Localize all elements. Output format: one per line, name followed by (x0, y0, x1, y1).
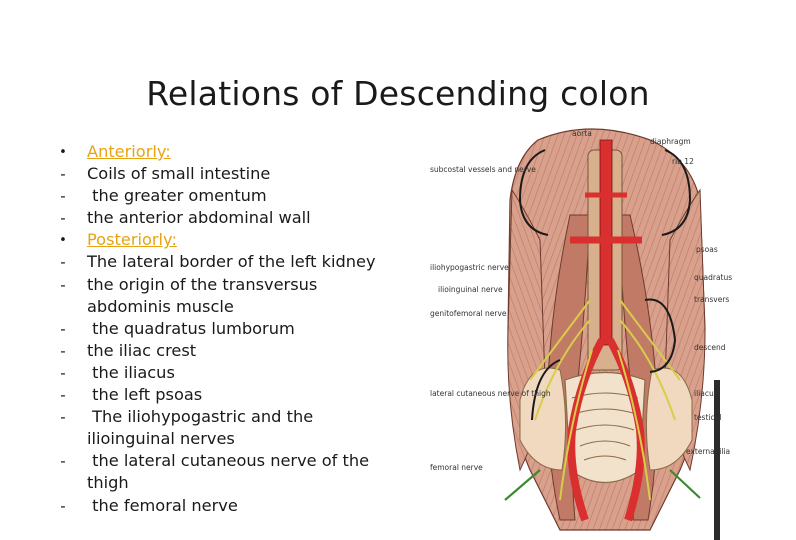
bullet-dash-icon: - (60, 496, 66, 515)
list-item-text: Coils of small intestine (87, 164, 271, 184)
bullet-dash-icon: - (60, 319, 66, 338)
list-item (56, 495, 401, 517)
right-edge-strip (714, 380, 720, 540)
bullet-dash-icon: - (60, 363, 66, 382)
posterior-abdominal-wall-figure (416, 120, 733, 540)
label-femoral: femoral nerve (430, 463, 483, 472)
bullet-dash-icon: - (60, 408, 66, 427)
list-item-text: the lateral cutaneous nerve of the thigh (87, 451, 375, 493)
list-item (56, 384, 401, 406)
list-item-text: the left psoas (87, 385, 203, 405)
list-item (56, 362, 401, 384)
label-diaphragm: diaphragm (650, 137, 691, 146)
list-item-text: the iliac crest (87, 340, 197, 360)
list-item (56, 318, 401, 340)
list-item-text: the origin of the transversus abdominis muscle (87, 274, 323, 316)
bullet-dash-icon: - (60, 165, 66, 184)
label-transversus: transvers (694, 295, 730, 304)
list-item-text: Posteriorly: (87, 230, 177, 250)
relations-list (56, 141, 401, 517)
list-item-text: Anteriorly: (87, 142, 171, 161)
list-item (56, 406, 401, 450)
bullet-dash-icon: - (60, 275, 66, 294)
list-item-text: the femoral nerve (87, 495, 238, 515)
slide-title (0, 74, 796, 113)
label-lateral-cutaneous: lateral cutaneous nerve of thigh (430, 389, 551, 398)
bullet-dash-icon: - (60, 209, 66, 228)
label-psoas: psoas (696, 245, 718, 254)
list-heading (56, 229, 401, 251)
list-item (56, 207, 401, 229)
label-descending: descend (694, 343, 726, 352)
bullet-dot-icon: • (59, 233, 67, 249)
bullet-dot-icon: • (59, 145, 67, 160)
bullet-dash-icon: - (60, 341, 66, 360)
label-iliacus: iliacus (694, 389, 718, 398)
label-aorta: aorta (572, 129, 592, 138)
list-item-text: The lateral border of the left kidney (87, 252, 376, 272)
bullet-dash-icon: - (60, 386, 66, 405)
bullet-dash-icon: - (60, 452, 66, 471)
label-external-iliac: external ilia (686, 447, 731, 456)
list-item (56, 185, 401, 207)
label-subcostal: subcostal vessels and nerve (430, 165, 536, 174)
label-genitofemoral: genitofemoral nerve (430, 309, 507, 318)
slide-title-text: Relations of Descending colon (146, 74, 650, 113)
label-ilioinguinal: ilioinguinal nerve (438, 285, 503, 294)
list-heading (56, 141, 401, 163)
list-item (56, 274, 401, 318)
list-item (56, 251, 401, 273)
label-rib12: rib 12 (672, 157, 694, 166)
bullet-dash-icon: - (60, 187, 66, 206)
list-item-text: the iliacus (87, 362, 175, 382)
list-item-text: the greater omentum (87, 186, 267, 206)
bullet-dash-icon: - (60, 253, 66, 272)
list-item-text: the quadratus lumborum (87, 318, 295, 338)
list-item-text: The iliohypogastric and the ilioinguinal nerves (87, 407, 319, 449)
label-testicular: testicul (694, 413, 722, 422)
list-item-text: the anterior abdominal wall (87, 208, 311, 228)
list-item (56, 163, 401, 185)
list-item (56, 450, 401, 494)
label-quadratus: quadratus (694, 273, 733, 282)
label-iliohypogastric: iliohypogastric nerve (430, 263, 509, 272)
list-item (56, 340, 401, 362)
